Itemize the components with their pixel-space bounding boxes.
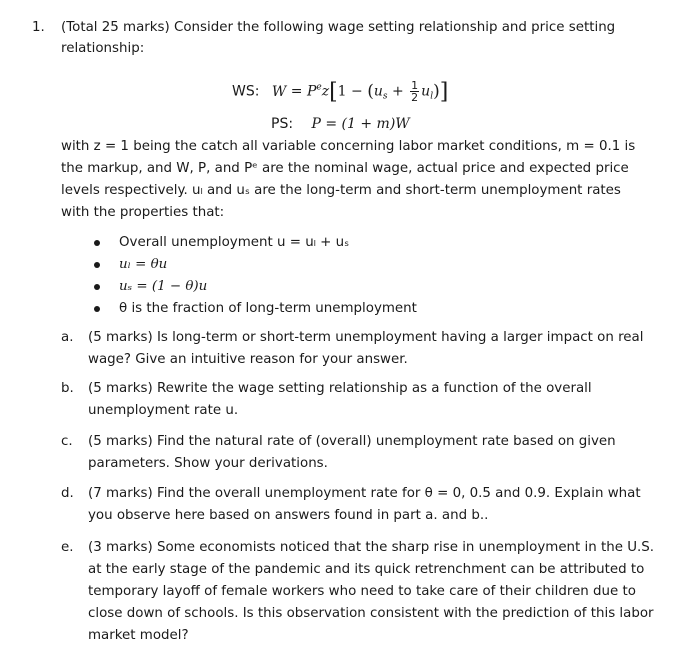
part-e-letter: e. (61, 540, 74, 555)
part-e-line: (3 marks) Some economists noticed that the sharp rise in unemployment in the U.S. (88, 540, 655, 555)
part-c-letter: c. (61, 434, 73, 449)
bullet-item: uₛ = (1 − θ)u (119, 279, 208, 294)
body-line-2: the markup, and W, P, and Pᵉ are the nominal wage, actual price and expected price (61, 161, 629, 176)
part-c-line: (5 marks) Find the natural rate of (overall) unemployment rate based on given (88, 434, 616, 449)
bullet-item: uₗ = θu (119, 257, 168, 272)
part-b-line: unemployment rate u. (88, 403, 239, 418)
bullet-dot (94, 262, 100, 268)
bullet-dot (94, 240, 100, 246)
bullet-dot (94, 306, 100, 312)
question-header-line-2: relationship: (61, 41, 145, 56)
ps-formula: P = (1 + m)W (311, 116, 410, 132)
question-header-line-1: (Total 25 marks) Consider the following wage setting relationship and price setting (61, 20, 616, 35)
part-d-line: you observe here based on answers found in part a. and b.. (88, 508, 489, 523)
bullet-item: Overall unemployment u = uₗ + uₛ (119, 235, 350, 250)
part-e-line: temporary layoff of female workers who need to take care of their children due to (88, 584, 636, 599)
part-a-line: (5 marks) Is long-term or short-term unemployment having a larger impact on real (88, 330, 644, 345)
part-d-letter: d. (61, 486, 74, 501)
ws-equation: WS: $W = P^ez[1 - (u_s$ + $\frac{1}{2}$ $u_l$)] (232, 79, 449, 105)
body-line-3: levels respectively. uₗ and uₛ are the long-term and short-term unemployment rates (61, 183, 621, 198)
part-b-letter: b. (61, 381, 74, 396)
part-e-line: close down of schools. Is this observation consistent with the prediction of this labor (88, 606, 654, 621)
ps-equation (271, 117, 410, 131)
body-line-1: with z = 1 being the catch all variable concerning labor market conditions, m = 0.1 is (61, 139, 636, 154)
part-d-line: (7 marks) Find the overall unemployment rate for θ = 0, 0.5 and 0.9. Explain what (88, 486, 641, 501)
part-e-line: market model? (88, 628, 189, 643)
body-line-4: with the properties that: (61, 205, 225, 220)
part-a-line: wage? Give an intuitive reason for your answer. (88, 352, 408, 367)
ws-label: WS: (232, 83, 260, 100)
part-c-line: parameters. Show your derivations. (88, 456, 328, 471)
question-number: 1. (32, 20, 45, 35)
bullet-dot (94, 284, 100, 290)
part-b-line: (5 marks) Rewrite the wage setting relationship as a function of the overall (88, 381, 592, 396)
part-e-line: at the early stage of the pandemic and its quick retrenchment can be attributed to (88, 562, 645, 577)
ps-label: PS: (271, 116, 294, 132)
bullet-item: θ is the fraction of long-term unemployment (119, 301, 417, 316)
part-a-letter: a. (61, 330, 74, 345)
